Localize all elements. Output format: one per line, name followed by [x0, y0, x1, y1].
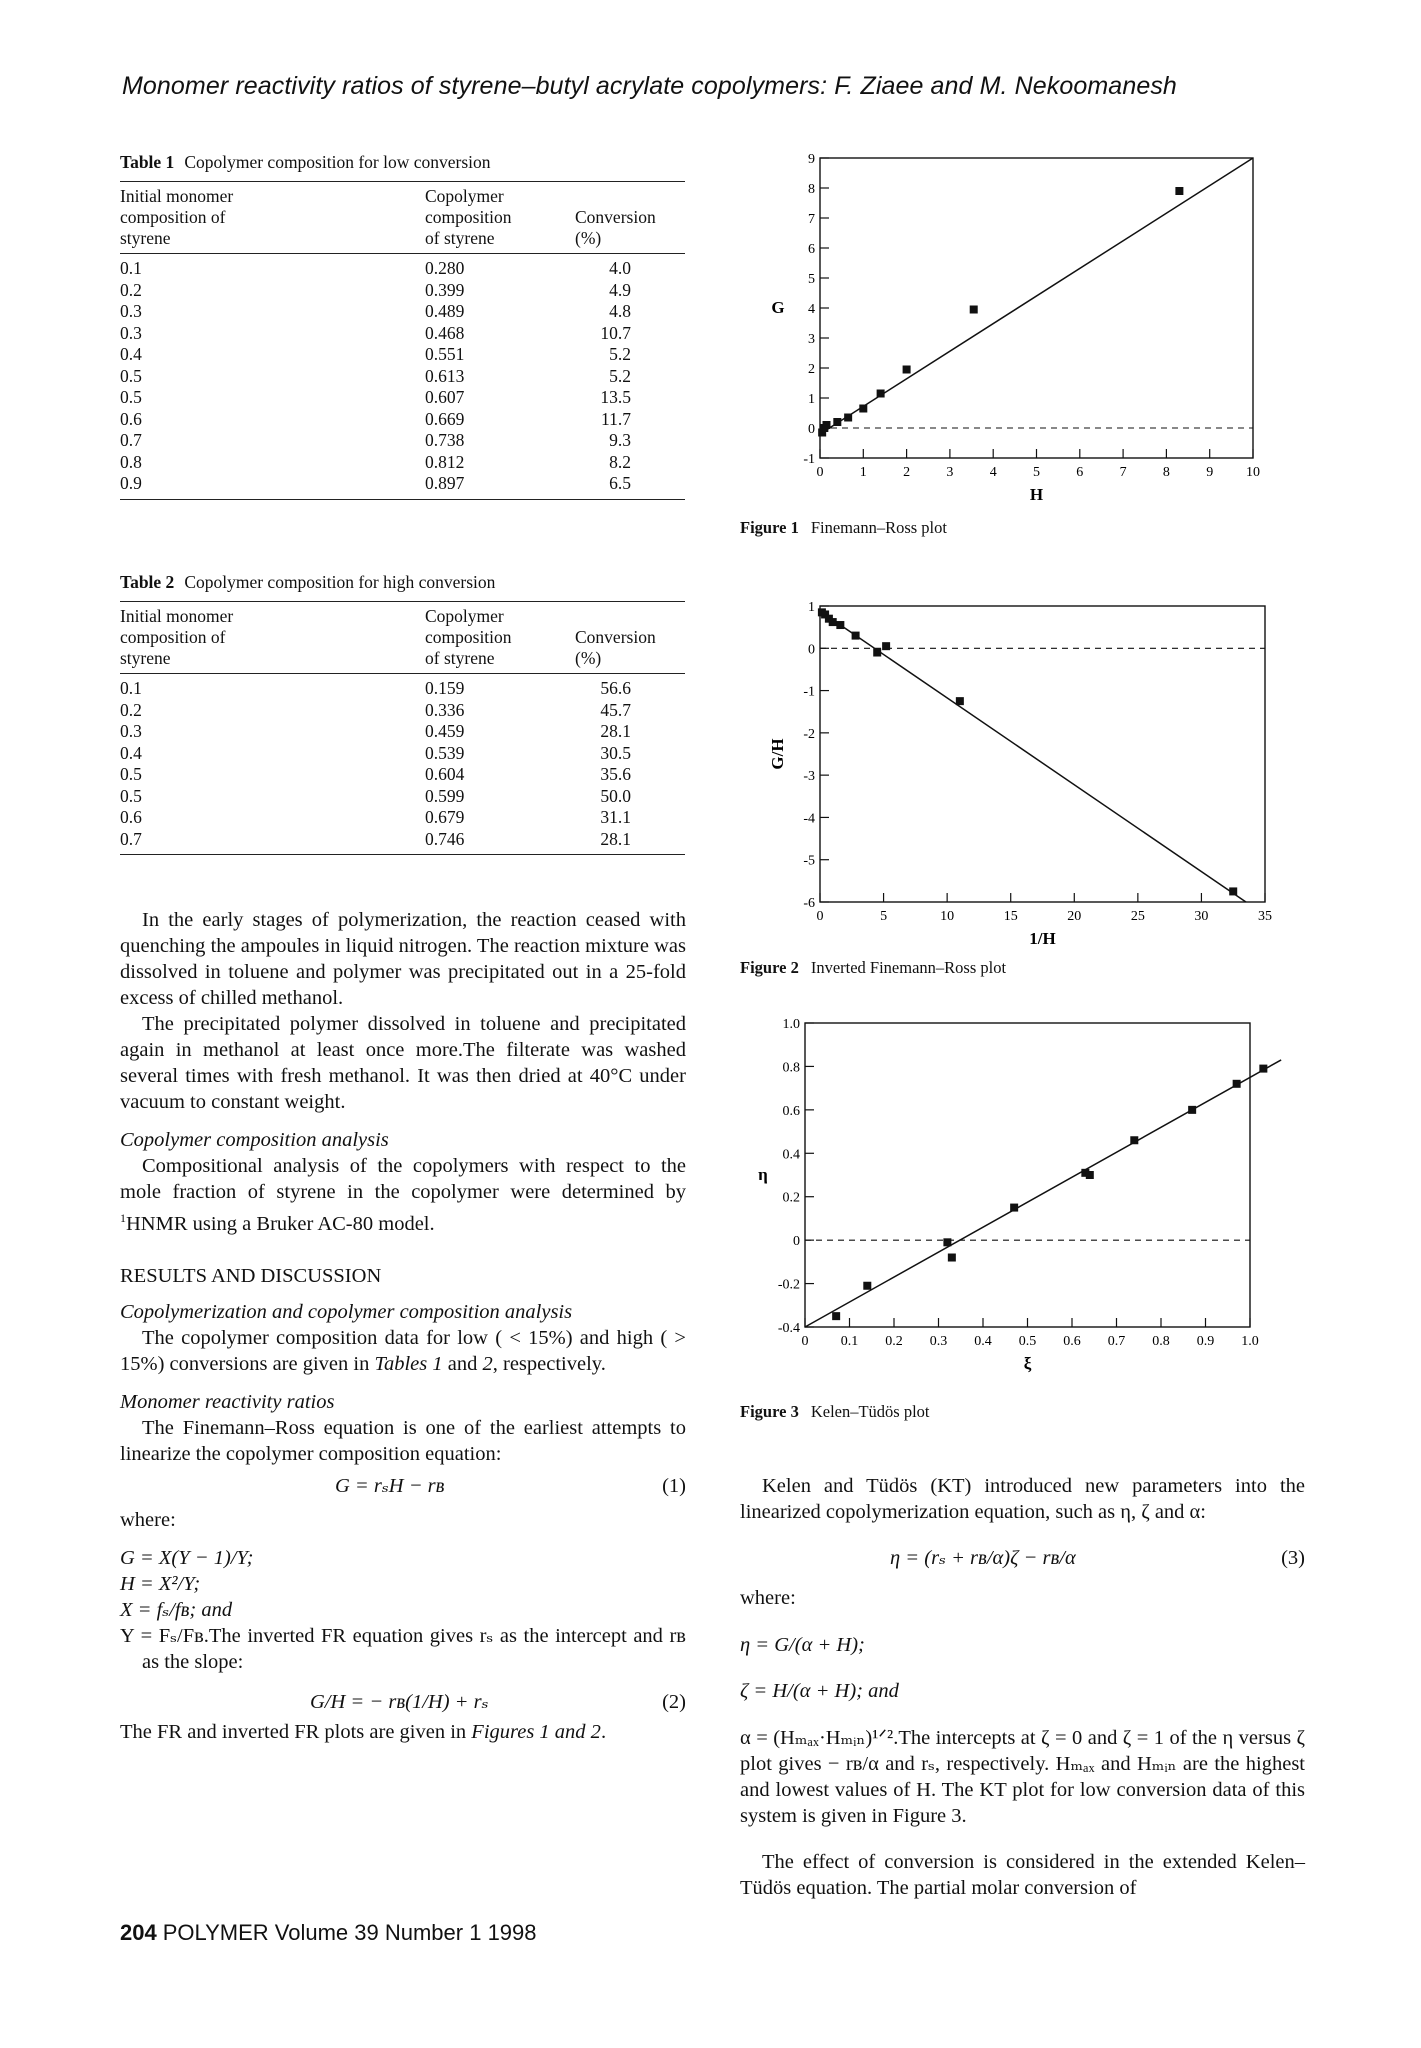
table-cell: 4.9 [609, 279, 631, 300]
table-row [120, 473, 685, 495]
x-tick-label: 5 [880, 909, 888, 924]
table-row [120, 366, 685, 388]
table-cell: 0.159 [425, 678, 465, 698]
data-point [836, 621, 844, 629]
table-cell: 0.3 [120, 721, 142, 741]
data-point [1086, 1171, 1094, 1179]
y-tick-label: 6 [808, 242, 815, 257]
table-cell: 0.6 [120, 408, 142, 429]
table-cell: 0.280 [425, 258, 465, 278]
table-cell: 50.0 [600, 785, 631, 806]
table-1-body [120, 258, 685, 495]
data-point [903, 366, 911, 374]
table-cell: 0.2 [120, 279, 142, 300]
y-tick-label: 2 [808, 362, 815, 377]
table-cell: 0.539 [425, 742, 465, 763]
table-row [120, 743, 685, 765]
y-tick-label: -6 [803, 896, 815, 911]
table-row [120, 409, 685, 431]
x-tick-label: 0.5 [1018, 1334, 1037, 1349]
table-cell: 0.7 [120, 828, 142, 849]
y-tick-label: -2 [803, 726, 815, 742]
table-cell: 31.1 [600, 807, 631, 827]
data-point [829, 618, 837, 626]
table-row [120, 829, 685, 851]
table-cell: 45.7 [600, 699, 631, 720]
table-row [120, 786, 685, 808]
subheading-reactivity-ratios: Monomer reactivity ratios [120, 1390, 335, 1413]
plot-frame [820, 606, 1265, 902]
table-cell: 10.7 [600, 322, 631, 343]
x-tick-label: 1.0 [1241, 1334, 1259, 1349]
y-tick-label: 0.8 [782, 1060, 800, 1076]
x-tick-label: 0.1 [840, 1334, 859, 1349]
y-tick-label: 1.0 [782, 1017, 800, 1032]
footer: 204 POLYMER Volume 39 Number 1 1998 [120, 1920, 537, 1945]
figure-2-caption: Figure 2 Inverted Finemann–Ross plot [740, 958, 1007, 977]
definition-x: X = fₛ/fʙ; and [120, 1598, 233, 1621]
table-row [120, 258, 685, 280]
data-point [844, 414, 852, 422]
table-cell: 0.3 [120, 322, 142, 343]
subheading-copolymerization: Copolymerization and copolymer composition analysis [120, 1300, 573, 1323]
y-axis-label: G [771, 298, 785, 317]
table-cell: 4.8 [609, 301, 631, 321]
table-2-header: Initial monomer composition of styrene Copolymer composition of styrene Conversion (%) [120, 606, 656, 668]
x-axis-label: ξ [1023, 1354, 1032, 1373]
equation-1: G = rₛH − rʙ (1) [335, 1474, 686, 1497]
table-row [120, 721, 685, 743]
table-cell: 5.2 [609, 365, 631, 386]
x-tick-label: 0.8 [1152, 1334, 1170, 1349]
x-tick-label: 0 [816, 465, 824, 480]
y-tick-label: -1 [803, 684, 815, 700]
x-axis-label: H [1029, 485, 1044, 504]
table-cell: 0.3 [120, 301, 142, 321]
table-row [120, 700, 685, 722]
table-2 [120, 572, 685, 855]
x-tick-label: 15 [1003, 909, 1018, 924]
x-tick-label: 4 [989, 465, 997, 480]
x-tick-label: 0.4 [974, 1334, 992, 1349]
table-cell: 0.738 [425, 430, 465, 450]
y-tick-label: 1 [808, 392, 815, 407]
table-cell: 0.6 [120, 807, 142, 827]
table-cell: 35.6 [600, 764, 631, 784]
plot-frame [805, 1023, 1250, 1327]
table-cell: 0.489 [425, 301, 465, 321]
table-row [120, 807, 685, 829]
table-cell: 0.746 [425, 828, 465, 849]
table-cell: 0.599 [425, 785, 465, 806]
x-tick-label: 6 [1076, 465, 1084, 480]
paragraph-figures-ref: The FR and inverted FR plots are given in Figures 1 and 2. [120, 1720, 607, 1743]
data-point [833, 418, 841, 426]
fit-line [820, 158, 1253, 434]
x-tick-label: 0.3 [929, 1334, 948, 1349]
x-tick-label: 0 [816, 909, 824, 924]
table-cell: 0.607 [425, 387, 465, 407]
y-tick-label: 7 [808, 212, 815, 227]
left-column-text [120, 907, 686, 1745]
y-tick-label: 0 [808, 422, 815, 437]
y-tick-label: 0 [808, 642, 815, 658]
where-label-right: where: [740, 1587, 796, 1609]
definition-g: G = X(Y − 1)/Y; [120, 1546, 254, 1569]
y-tick-label: -4 [803, 811, 815, 827]
data-point [882, 642, 890, 650]
y-tick-label: 1 [808, 600, 815, 615]
table-cell: 0.7 [120, 430, 142, 450]
x-tick-label: 0 [801, 1334, 809, 1349]
table-cell: 0.4 [120, 344, 142, 364]
data-point [1233, 1080, 1241, 1088]
table-cell: 0.8 [120, 451, 142, 472]
table-cell: 0.5 [120, 365, 142, 386]
table-cell: 0.5 [120, 764, 142, 784]
table-row [120, 452, 685, 474]
data-point [1188, 1106, 1196, 1114]
table-cell: 0.4 [120, 742, 142, 763]
data-point [1010, 1204, 1018, 1212]
x-tick-label: 20 [1067, 909, 1082, 924]
fit-line [805, 1060, 1281, 1327]
table-row [120, 387, 685, 409]
data-point [822, 421, 830, 429]
table-row [120, 301, 685, 323]
equation-3: η = (rₛ + rʙ/α)ζ − rʙ/α (3) [890, 1547, 1305, 1569]
y-tick-label: 9 [808, 152, 815, 167]
y-tick-label: -3 [803, 769, 815, 785]
definition-eta: η = G/(α + H); [740, 1633, 865, 1656]
x-tick-label: 10 [940, 909, 955, 924]
x-tick-label: 3 [946, 465, 954, 480]
x-tick-label: 2 [903, 465, 911, 480]
table-1-caption: Table 1 Copolymer composition for low conversion [120, 152, 491, 172]
paragraph-precipitation: The precipitated polymer dissolved in toluene and precipitated again in methanol at least once more.The filterate was washed several times with fresh methanol. It was then dried at 40°C under vacuum to constant weight. [120, 1013, 686, 1113]
x-tick-label: 0.2 [885, 1334, 903, 1349]
section-heading-results: RESULTS AND DISCUSSION [120, 1264, 382, 1287]
data-point [832, 1312, 840, 1320]
journal-info: POLYMER Volume 39 Number 1 1998 [162, 1920, 537, 1945]
figure-3-chart [735, 1015, 1285, 1385]
table-cell: 0.2 [120, 699, 142, 720]
y-tick-label: 0.2 [782, 1190, 800, 1206]
y-tick-label: 0.4 [782, 1147, 800, 1163]
table-cell: 0.551 [425, 344, 465, 364]
figure-1-chart [745, 148, 1285, 510]
x-tick-label: 10 [1246, 465, 1260, 480]
table-1-header: Initial monomer composition of styrene Copolymer composition of styrene Conversion (%) [120, 186, 656, 248]
table-cell: 0.669 [425, 408, 465, 429]
y-axis-label: η [758, 1165, 768, 1184]
right-column-text [740, 1452, 1305, 1922]
x-tick-label: 30 [1194, 909, 1209, 924]
table-row [120, 430, 685, 452]
table-cell: 0.897 [425, 473, 465, 493]
data-point [863, 1282, 871, 1290]
y-tick-label: 8 [808, 182, 815, 197]
table-cell: 0.1 [120, 678, 142, 698]
data-point [877, 390, 885, 398]
equation-2: G/H = − rʙ(1/H) + rₛ (2) [310, 1690, 686, 1713]
figure-3-caption: Figure 3 Kelen–Tüdös plot [740, 1402, 930, 1421]
y-tick-label: -5 [803, 853, 815, 869]
y-tick-label: 3 [808, 332, 815, 347]
paragraph-quenching: In the early stages of polymerization, the reaction ceased with quenching the ampoules in liquid nitrogen. The reaction mixture was dissolved in toluene and polymer was precipitated out in a 25-fold excess of chilled methanol. [120, 909, 686, 1009]
subheading-composition-analysis: Copolymer composition analysis [120, 1129, 389, 1151]
data-point [948, 1254, 956, 1262]
table-cell: 9.3 [609, 430, 631, 450]
table-cell: 0.5 [120, 785, 142, 806]
y-tick-label: 5 [808, 272, 815, 287]
data-point [1259, 1065, 1267, 1073]
definition-h: H = X²/Y; [120, 1572, 201, 1595]
y-tick-label: 4 [808, 302, 815, 317]
data-point [852, 632, 860, 640]
table-cell: 28.1 [600, 721, 631, 741]
table-cell: 4.0 [609, 258, 631, 278]
x-tick-label: 9 [1206, 465, 1214, 480]
table-cell: 13.5 [600, 387, 631, 407]
running-header: Monomer reactivity ratios of styrene–butyl acrylate copolymers: F. Ziaee and M. Nekoomanesh [122, 72, 1177, 100]
x-tick-label: 5 [1033, 465, 1040, 480]
x-tick-label: 0.9 [1196, 1334, 1215, 1349]
data-point [859, 405, 867, 413]
table-cell: 8.2 [609, 451, 631, 472]
y-tick-label: -0.2 [777, 1277, 800, 1293]
y-axis-label: G/H [768, 738, 787, 770]
where-label: where: [120, 1508, 176, 1531]
table-cell: 30.5 [600, 742, 631, 763]
paragraph-extended-kt: The effect of conversion is considered in the extended Kelen–Tüdös equation. The partial molar conversion of [740, 1851, 1305, 1899]
table-cell: 0.336 [425, 699, 465, 720]
definition-zeta: ζ = H/(α + H); and [740, 1680, 899, 1702]
data-point [970, 306, 978, 314]
data-point [873, 649, 881, 657]
table-cell: 0.459 [425, 721, 465, 741]
table-row [120, 323, 685, 345]
y-tick-label: 0 [793, 1234, 800, 1250]
table-row [120, 344, 685, 366]
plot-frame [820, 158, 1253, 458]
table-cell: 0.5 [120, 387, 142, 407]
table-cell: 0.613 [425, 365, 465, 386]
table-2-caption: Table 2 Copolymer composition for high conversion [120, 572, 496, 592]
y-tick-label: 0.6 [782, 1103, 800, 1119]
table-cell: 0.468 [425, 322, 465, 343]
table-cell: 0.1 [120, 258, 142, 278]
fit-line [820, 611, 1246, 902]
paragraph-kelen-tudos: Kelen and Tüdös (KT) introduced new parameters into the linearized copolymerization equation, such as η, ζ and α: [740, 1474, 1305, 1523]
table-cell: 0.812 [425, 451, 465, 472]
table-2-body [120, 678, 685, 850]
table-cell: 0.679 [425, 807, 465, 827]
x-tick-label: 25 [1130, 909, 1145, 924]
data-point [956, 697, 964, 705]
table-cell: 56.6 [600, 678, 631, 698]
x-tick-label: 35 [1258, 909, 1272, 924]
x-tick-label: 1 [859, 465, 867, 480]
table-row [120, 678, 685, 700]
table-cell: 5.2 [609, 344, 631, 364]
table-row [120, 280, 685, 302]
data-point [1229, 887, 1237, 895]
data-point [1130, 1136, 1138, 1144]
table-cell: 28.1 [600, 828, 631, 849]
table-cell: 0.604 [425, 764, 465, 784]
x-tick-label: 0.7 [1107, 1334, 1126, 1349]
figure-1-caption: Figure 1 Finemann–Ross plot [740, 518, 947, 537]
data-point [943, 1238, 951, 1246]
paragraph-finemann-ross: The Finemann–Ross equation is one of the earliest attempts to linearize the copolymer composition equation: [120, 1416, 686, 1465]
data-point [1175, 187, 1183, 195]
y-tick-label: -0.4 [777, 1321, 800, 1336]
table-row [120, 764, 685, 786]
table-cell: 0.399 [425, 279, 465, 300]
x-tick-label: 7 [1119, 465, 1127, 480]
paragraph-hnmr: Compositional analysis of the copolymers with respect to the mole fraction of styrene in the copolymer were determined by $^1$HNMR using a Bruker AC-80 model. [120, 1155, 686, 1235]
table-cell: 6.5 [609, 473, 631, 493]
x-tick-label: 8 [1162, 465, 1170, 480]
paragraph-tables-ref: The copolymer composition data for low ( < 15%) and high ( > 15%) conversions are given in Tables 1 and 2, respectively. [120, 1326, 686, 1375]
x-axis-label: 1/H [1029, 929, 1056, 948]
table-1 [120, 152, 685, 500]
y-tick-label: -1 [803, 452, 815, 467]
figure-2-chart [745, 594, 1285, 952]
table-cell: 0.9 [120, 473, 142, 493]
x-tick-label: 0.6 [1063, 1334, 1081, 1349]
definition-alpha: α = (Hₘₐₓ·Hₘᵢₙ)¹ᐟ².The intercepts at ζ = 0 and ζ = 1 of the η versus ζ plot gives − rʙ/α and rₛ, respectively. Hₘₐₓ and Hₘᵢₙ are the highest and lowest values of H. The KT plot for low conversion data of this system is given in Figure 3. [740, 1726, 1305, 1827]
definition-y: Y = Fₛ/Fʙ.The inverted FR equation gives rₛ as the intercept and rʙ as the slope: [120, 1624, 686, 1673]
table-cell: 11.7 [601, 408, 631, 429]
